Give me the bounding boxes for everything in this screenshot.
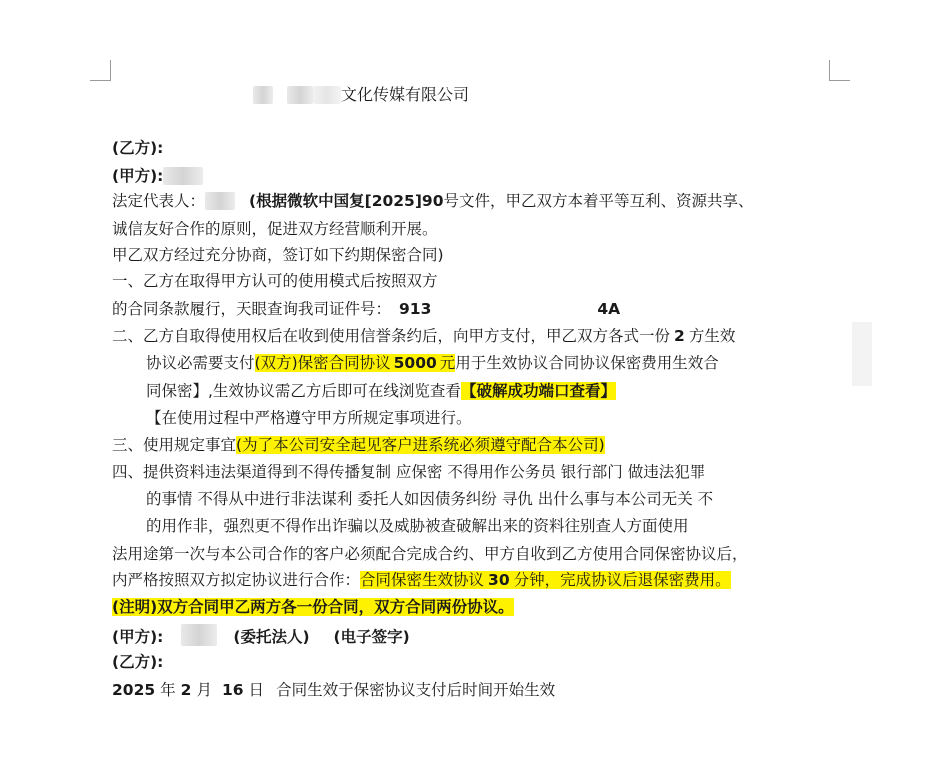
- contract-date-line: [112, 679, 555, 701]
- clause-4-line-3: 的用作非，强烈更不得作出诈骗以及威胁被查破解出来的资料往别查人方面使用: [146, 517, 689, 535]
- party-b-header: (乙方):: [112, 139, 164, 157]
- entrusted-legal-person: (委托法人): [233, 628, 310, 646]
- clause-2-line-1-text: 二、乙方自取得使用权后在收到使用信誉条约后，向甲方支付，甲乙双方各式一份: [112, 327, 671, 345]
- party-a-label: (甲方):: [112, 167, 164, 185]
- rep-text-suffix: 号文件，甲乙双方本着平等互利、资源共享、: [443, 192, 754, 210]
- fee-highlight-text: (双方)保密合同协议: [254, 354, 391, 372]
- clause-2-line-2: [146, 352, 719, 374]
- date-month: 2: [180, 681, 192, 699]
- clause-2-line-1: [112, 325, 735, 347]
- note-highlight: (注明)双方合同甲乙两方各一份合同，双方合同两份协议。: [112, 598, 514, 616]
- crack-port-highlight: 【破解成功端口查看】: [460, 382, 616, 400]
- copy-count: 2: [674, 327, 685, 345]
- effect-time-highlight: [360, 571, 731, 589]
- negotiate-line: 甲乙双方经过充分协商，签订如下约期保密合同): [112, 246, 444, 264]
- redacted-party-a: [163, 167, 203, 185]
- strict-text: 内严格按照双方拟定协议进行合作：: [112, 571, 361, 589]
- effect-minutes: 30: [488, 571, 510, 589]
- date-month-unit: 月: [196, 681, 212, 699]
- strict-line: [112, 569, 731, 591]
- clause-1-line-2: [112, 298, 620, 320]
- clause-2-line-2-suffix: 用于生效协议合同协议保密费用生效合: [455, 354, 719, 372]
- refund-text: 分钟，完成协议后退保密费用。: [513, 571, 731, 589]
- clause-1-line-2-text: 的合同条款履行，天眼查询我司证件号：: [112, 300, 392, 318]
- clause-2-line-3-text: 同保密】,生效协议需乙方后即可在线浏览查看: [146, 382, 461, 400]
- clause-2-line-3: [146, 380, 616, 402]
- cert-number-end: 4A: [597, 300, 621, 318]
- page-corner-mark-right: [829, 60, 850, 81]
- signature-party-b: (乙方):: [112, 653, 164, 671]
- date-day: 16: [221, 681, 244, 699]
- usage-line: 法用途第一次与本公司合作的客户必须配合完成合约、甲方自收到乙方使用合同保密协议后，: [112, 545, 748, 563]
- date-year: 2025: [112, 681, 156, 699]
- note-line: [112, 596, 514, 618]
- date-year-unit: 年: [160, 681, 176, 699]
- redacted-company-name-1: [253, 86, 273, 104]
- legal-rep-label: 法定代表人：: [112, 192, 206, 210]
- confidentiality-fee-highlight: [255, 354, 456, 372]
- document-reference: [2025]90: [364, 192, 444, 210]
- signature-party-a: [112, 624, 410, 648]
- cert-number-start: 913: [399, 300, 432, 318]
- legal-rep-line: [112, 190, 754, 212]
- principle-line: 诚信友好合作的原则，促进双方经营顺利开展。: [112, 220, 438, 238]
- company-title: [253, 84, 469, 106]
- page-corner-mark-left: [90, 60, 111, 81]
- company-name: 文化传媒有限公司: [341, 85, 470, 104]
- clause-3-highlight: (为了本公司安全起见客户进系统必须遵守配合本公司): [236, 436, 605, 454]
- redacted-legal-rep: [205, 192, 235, 210]
- redacted-company-name-3: [313, 86, 341, 104]
- clause-2-line-1-suffix: 方生效: [688, 327, 736, 345]
- date-day-unit: 日: [248, 681, 265, 699]
- scan-artifact: [852, 322, 872, 386]
- clause-4-line-2: 的事情 不得从中进行非法谋利 委托人如因债务纠纷 寻仇 出什么事与本公司无关 不: [146, 490, 714, 508]
- redacted-company-name-2: [287, 86, 313, 104]
- clause-4-line-1: 四、提供资料违法渠道得到不得传播复制 应保密 不得用作公务员 银行部门 做违法犯罪: [112, 463, 706, 481]
- fee-amount: 5000: [393, 354, 437, 372]
- clause-2-line-2-text: 协议必需要支付: [146, 354, 255, 372]
- clause-2-line-4: 【在使用过程中严格遵守甲方所规定事项进行。: [146, 409, 472, 427]
- signature-party-a-label: (甲方):: [112, 628, 164, 646]
- redacted-signature: [181, 624, 217, 646]
- effective-clause: 合同生效于保密协议支付后时间开始生效: [276, 681, 556, 699]
- clause-1-line-1: 一、乙方在取得甲方认可的使用模式后按照双方: [112, 272, 438, 290]
- rep-text-prefix: (根据微软中国复: [249, 192, 365, 210]
- clause-3-line: [112, 434, 605, 456]
- fee-currency: 元: [439, 354, 456, 372]
- electronic-signature: (电子签字): [333, 628, 410, 646]
- effect-time-text: 合同保密生效协议: [360, 571, 485, 589]
- party-a-header: [112, 165, 203, 187]
- clause-3-text: 三、使用规定事宜: [112, 436, 237, 454]
